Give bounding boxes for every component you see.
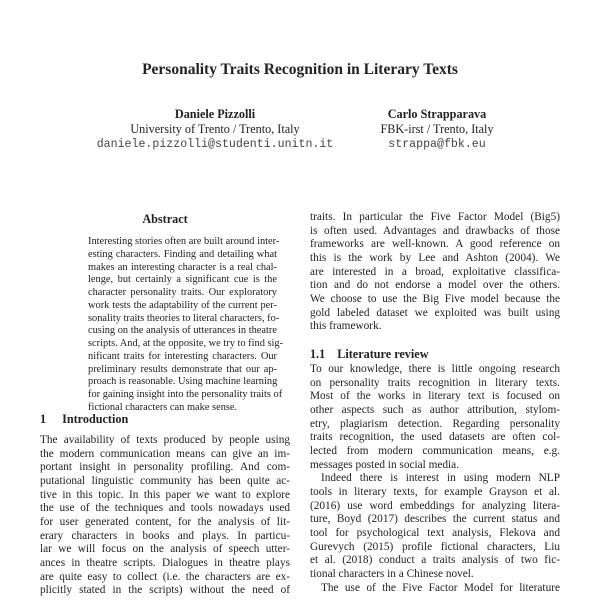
text-line: are interested in a broad, exploitative classifica-	[310, 265, 560, 278]
text-line: for user generated content, for the analysis of lit-	[40, 515, 290, 528]
abstract-body	[88, 236, 284, 415]
text-line: scripts. And, at the opposite, we try to find sig-	[88, 338, 284, 349]
author-block-2	[307, 107, 567, 152]
text-line: frameworks are well-known. A good reference on	[310, 238, 560, 251]
text-line: ances in theatre scripts. Dialogues in theatre plays	[40, 556, 290, 569]
text-line: traits. In particular the Five Factor Model (Big5)	[310, 211, 560, 223]
text-line: the use of the techniques and tools nowadays used	[40, 502, 290, 515]
author-block-1	[85, 107, 345, 152]
text-line: this is the work by Lee and Ashton (2004). We	[310, 251, 560, 264]
text-line: esting characters. Finding and detailing what	[88, 248, 277, 260]
text-line: messages posted in social media.	[310, 458, 460, 471]
text-line: tion and do not endorse a model over the others.	[310, 279, 560, 292]
paper-title: Personality Traits Recognition in Literary Texts	[142, 61, 458, 78]
text-line: preliminary results demonstrate that our ap-	[88, 363, 277, 375]
text-line: To our knowledge, there is little ongoing research	[310, 363, 560, 375]
text-line: Gurevych (2015) profile fictional characters, Liu	[310, 540, 560, 553]
author-email: strappa@fbk.eu	[388, 138, 486, 151]
text-line: etry, plagiarism detection. Regarding personality	[310, 417, 560, 430]
text-line: Most of the works in literary text is focused on	[310, 390, 560, 403]
text-line: traits recognition, the used datasets are often col-	[310, 431, 560, 444]
text-line: et al. (2018) conduct a traits analysis of two fic-	[310, 554, 560, 567]
text-line: tool for psychological text analysis, Flekova and	[310, 526, 560, 539]
author-affiliation: FBK-irst / Trento, Italy	[380, 122, 494, 136]
introduction-body	[40, 434, 290, 598]
text-line: gold labeled dataset we exploited was built using	[310, 306, 560, 319]
text-line: tional characters in a Chinese novel.	[310, 567, 474, 580]
author-email: daniele.pizzolli@studenti.unitn.it	[96, 138, 334, 151]
text-line: are quite easy to collect (i.e. the characters are ex-	[40, 570, 290, 583]
text-line: is often used. Advantages and drawbacks of those	[310, 224, 560, 237]
author-name: Daniele Pizzolli	[174, 107, 256, 121]
text-line: putational linguistic community has been quite ac-	[40, 474, 290, 487]
section-heading-introduction	[40, 412, 128, 427]
text-line: ture, Boyd (2017) describes the current status and	[310, 513, 560, 526]
section-title: Literature review	[337, 347, 429, 361]
text-line: tive in this topic. In this paper we want to explore	[40, 488, 290, 501]
text-line: Interesting stories often are built around inter-	[88, 236, 280, 247]
text-line: for gaining insight into the personality traits of	[88, 389, 283, 400]
text-line: proach is reasonable. Using machine learning	[88, 376, 278, 388]
text-line: makes an interesting character is a real chal-	[88, 261, 277, 273]
text-line: this framework.	[310, 320, 382, 333]
section-number: 1	[40, 412, 47, 426]
text-line: cusing on the analysis of utterances in theatre	[88, 325, 277, 337]
right-column-top-paragraph	[310, 211, 560, 334]
text-line: portant insight in personality profiling. And com-	[40, 461, 290, 474]
text-line: (2016) use word embeddings for analyzing litera-	[310, 499, 560, 512]
section-title: Introduction	[62, 412, 129, 426]
text-line: We choose to use the Big Five model because the	[310, 292, 560, 305]
author-affiliation: University of Trento / Trento, Italy	[130, 122, 300, 136]
text-line: The use of the Five Factor Model for literature	[321, 581, 560, 594]
text-line: plicitly stated in the scripts) without the need of	[40, 584, 290, 597]
literature-review-body	[310, 363, 560, 595]
text-line: sonality traits theories to literal characters, fo-	[88, 312, 280, 324]
text-line: lected from modern communication means, e.g.	[310, 444, 560, 457]
text-line: lenge, but certainly a significant cue is the	[88, 274, 277, 286]
text-line: The availability of texts produced by people using	[40, 434, 290, 446]
text-line: lar we will focus on the analysis of speech utter-	[40, 543, 290, 556]
text-line: character personality traits. Our exploratory	[88, 287, 277, 298]
text-line: tools in literary texts, for example Grayson et al.	[310, 485, 560, 498]
abstract-heading: Abstract	[142, 212, 188, 226]
text-line: the modern communication means can give an im-	[40, 447, 290, 460]
text-line: other aspects such as author attribution, stylom-	[310, 403, 560, 416]
subsection-heading-literature-review	[310, 347, 429, 362]
text-line: fictional characters can make sense.	[88, 401, 238, 413]
text-line: on personality traits recognition in literary texts.	[310, 376, 560, 389]
section-number: 1.1	[310, 347, 326, 361]
text-line: Indeed there is interest in using modern NLP	[321, 472, 560, 485]
text-line: work tests the adaptability of the current per-	[88, 299, 277, 311]
text-line: erary characters in books and plays. In particu-	[40, 529, 290, 542]
text-line: nificant traits for interesting characters. Our	[88, 350, 277, 362]
author-name: Carlo Strapparava	[387, 107, 487, 121]
